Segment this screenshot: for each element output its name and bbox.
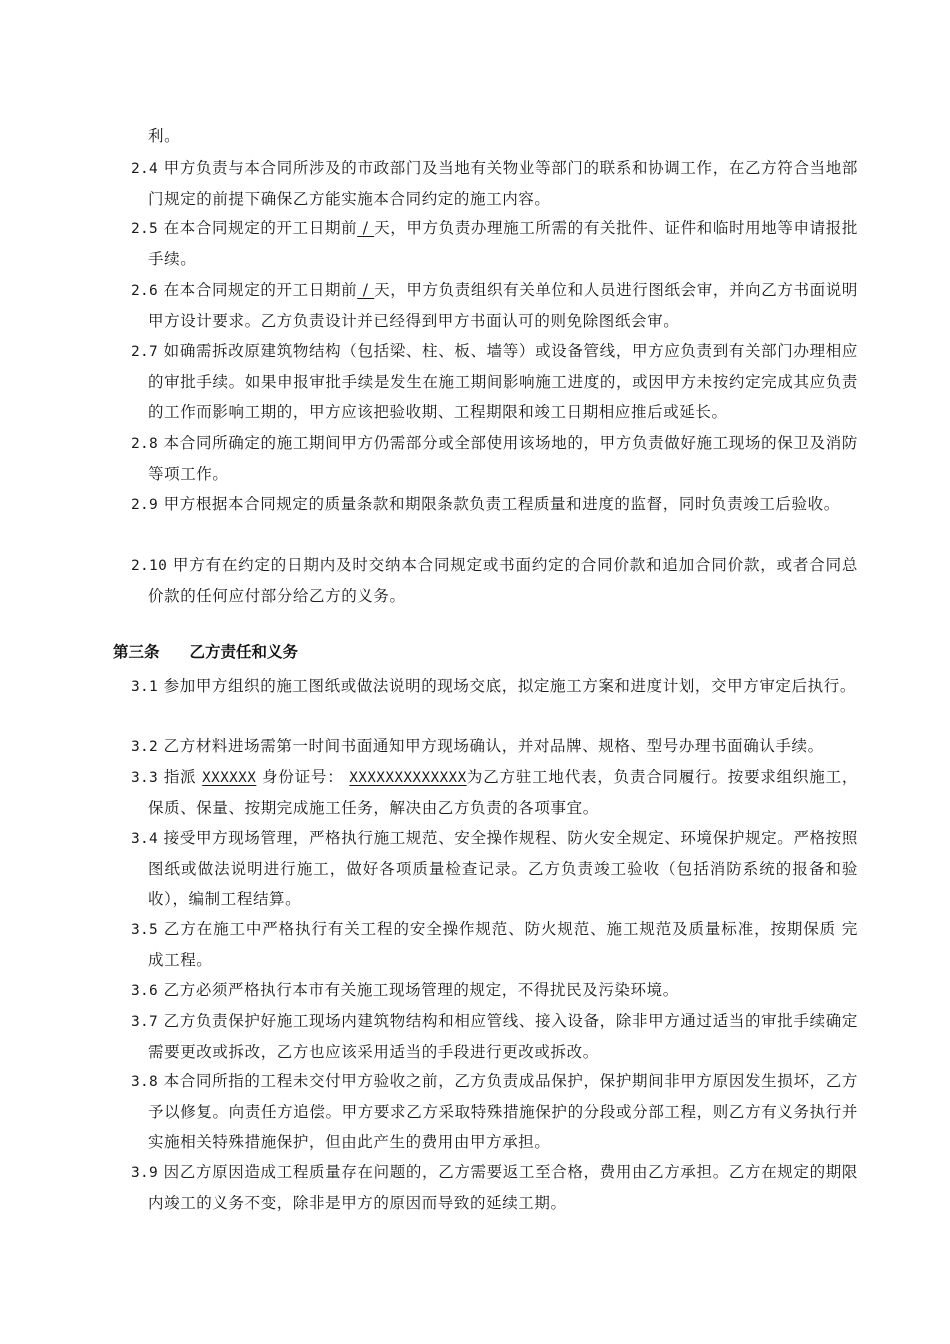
clause-number: 2.10	[131, 558, 168, 574]
clause-text: 本合同所指的工程未交付甲方验收之前，乙方负责成品保护，保护期间非甲方原因发生损坏，乙方予以修复。向责任方追偿。甲方要求乙方采取特殊措施保护的分段或分部工程，则乙方有义务执行并实施相关特殊措施保护，但由此产生的费用由甲方承担。	[148, 1072, 858, 1151]
clause-3-9	[131, 1157, 858, 1218]
clause-2-9	[131, 489, 858, 520]
clause-text: 如确需拆改原建筑物结构（包括梁、柱、板、墙等）或设备管线，甲方应负责到有关部门办理相应的审批手续。如果申报审批手续是发生在施工期间影响施工进度的，或因甲方未按约定完成其应负责的工作而影响工期的，甲方应该把验收期、工程期限和竣工日期相应推后或延长。	[148, 342, 858, 421]
clause-text-pre: 指派	[163, 768, 197, 786]
clause-3-3	[131, 762, 858, 823]
clause-text: 参加甲方组织的施工图纸或做法说明的现场交底，拟定施工方案和进度计划，交甲方审定后执行。	[163, 677, 856, 695]
section-heading	[113, 640, 298, 662]
clause-2-7	[131, 336, 858, 427]
clause-text: 乙方材料进场需第一时间书面通知甲方现场确认，并对品牌、规格、型号办理书面确认手续。	[163, 737, 824, 755]
clause-2-5	[131, 213, 858, 274]
clause-3-4	[131, 823, 858, 914]
clause-number: 3.9	[131, 1165, 159, 1181]
clause-number: 3.5	[131, 922, 159, 938]
clause-number: 2.7	[131, 344, 159, 360]
clause-2-6	[131, 275, 858, 336]
clause-number: 3.8	[131, 1074, 159, 1090]
days-blank: /	[357, 219, 375, 237]
representative-name: XXXXXX	[202, 770, 257, 786]
clause-number: 3.1	[131, 679, 159, 695]
clause-text-pre: 在本合同规定的开工日期前	[163, 281, 358, 299]
continuation-line: 利。	[148, 127, 181, 145]
clause-2-4	[131, 153, 858, 214]
clause-number: 3.7	[131, 1014, 159, 1030]
id-number: XXXXXXXXXXXXX	[349, 770, 467, 786]
clause-number: 3.3	[131, 770, 159, 786]
clause-number: 2.9	[131, 497, 159, 513]
clause-text: 乙方在施工中严格执行有关工程的安全操作规范、防火规范、施工规范及质量标准，按期保质 完成工程。	[148, 920, 858, 969]
clause-3-1	[131, 671, 858, 702]
clause-number: 2.5	[131, 221, 159, 237]
id-label: 身份证号：	[262, 768, 344, 786]
clause-2-10	[131, 550, 858, 611]
clause-number: 2.6	[131, 283, 159, 299]
clause-3-5	[131, 914, 858, 975]
clause-text-pre: 在本合同规定的开工日期前	[163, 219, 358, 237]
clause-number: 3.2	[131, 739, 159, 755]
section-title: 乙方责任和义务	[189, 643, 299, 661]
clause-text: 甲方有在约定的日期内及时交纳本合同规定或书面约定的合同价款和追加合同价款，或者合同总价款的任何应付部分给乙方的义务。	[148, 556, 859, 605]
clause-2-8	[131, 428, 858, 489]
clause-text: 乙方负责保护好施工现场内建筑物结构和相应管线、接入设备，除非甲方通过适当的审批手续确定需要更改或拆改，乙方也应该采用适当的手段进行更改或拆改。	[148, 1012, 858, 1061]
clause-text: 乙方必须严格执行本市有关施工现场管理的规定，不得扰民及污染环境。	[163, 981, 679, 999]
clause-text: 接受甲方现场管理，严格执行施工规范、安全操作规程、防火安全规定、环境保护规定。严格按照图纸或做法说明进行施工，做好各项质量检查记录。乙方负责竣工验收（包括消防系统的报备和验收），编制工程结算。	[148, 829, 858, 908]
clause-number: 3.6	[131, 983, 159, 999]
days-blank: /	[357, 281, 375, 299]
clause-number: 3.4	[131, 831, 159, 847]
clause-text-post: 天，甲方负责办理施工所需的有关批件、证件和临时用地等申请报批手续。	[148, 219, 858, 268]
continuation-text	[148, 121, 858, 151]
clause-3-2	[131, 731, 858, 762]
clause-text: 甲方根据本合同规定的质量条款和期限条款负责工程质量和进度的监督，同时负责竣工后验收。	[163, 495, 840, 513]
clause-text-post: 天，甲方负责组织有关单位和人员进行图纸会审，并向乙方书面说明甲方设计要求。乙方负责设计并已经得到甲方书面认可的则免除图纸会审。	[148, 281, 858, 330]
clause-number: 2.8	[131, 436, 159, 452]
clause-3-6	[131, 975, 858, 1006]
clause-number: 2.4	[131, 161, 159, 177]
clause-text: 本合同所确定的施工期间甲方仍需部分或全部使用该场地的，甲方负责做好施工现场的保卫及消防等项工作。	[148, 434, 858, 483]
clause-text: 因乙方原因造成工程质量存在问题的，乙方需要返工至合格，费用由乙方承担。乙方在规定的期限内竣工的义务不变，除非是甲方的原因而导致的延续工期。	[148, 1163, 858, 1212]
section-number: 第三条	[113, 643, 160, 661]
clause-3-8	[131, 1066, 858, 1157]
clause-3-7	[131, 1006, 858, 1067]
clause-text-post: 为乙方驻工地代表，负责合同履行。按要求组织施工，保质、保量、按期完成施工任务，解决由乙方负责的各项事宜。	[148, 768, 858, 817]
clause-text: 甲方负责与本合同所涉及的市政部门及当地有关物业等部门的联系和协调工作，在乙方符合当地部门规定的前提下确保乙方能实施本合同约定的施工内容。	[148, 159, 858, 208]
